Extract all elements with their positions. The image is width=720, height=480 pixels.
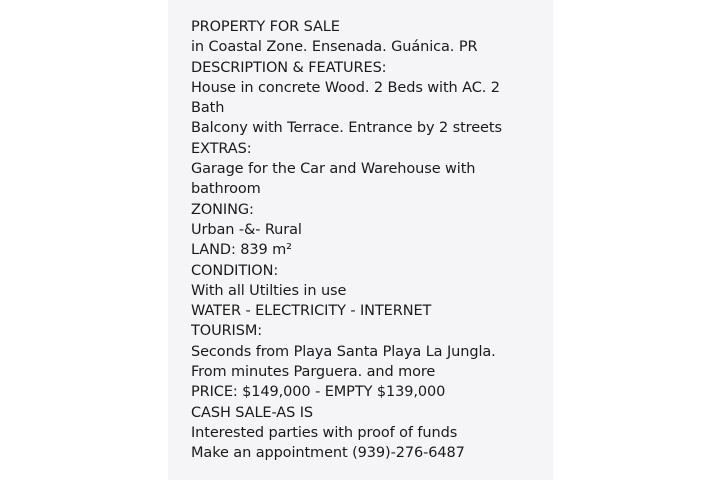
price-text: PRICE: $149,000 - EMPTY $139,000 bbox=[191, 384, 446, 401]
extras-text: bathroom bbox=[191, 181, 261, 198]
description-heading: DESCRIPTION & FEATURES: bbox=[191, 59, 387, 76]
tourism-text: Seconds from Playa Santa Playa La Jungla. bbox=[191, 343, 496, 360]
extras-text: Garage for the Car and Warehouse with bbox=[191, 161, 476, 178]
condition-heading: CONDITION: bbox=[191, 262, 279, 279]
description-text: Balcony with Terrace. Entrance by 2 streets bbox=[191, 120, 502, 137]
proof-of-funds-text: Interested parties with proof of funds bbox=[191, 424, 458, 441]
listing-heading: PROPERTY FOR SALE bbox=[191, 19, 340, 35]
extras-heading: EXTRAS: bbox=[191, 140, 252, 157]
land-text: LAND: 839 m² bbox=[191, 242, 292, 259]
description-text: Bath bbox=[191, 100, 225, 117]
zoning-text: Urban -&- Rural bbox=[191, 221, 302, 238]
listing-card bbox=[168, 0, 553, 480]
sale-terms-text: CASH SALE-AS IS bbox=[191, 404, 314, 421]
tourism-text: From minutes Parguera. and more bbox=[191, 364, 436, 381]
utilities-text: WATER - ELECTRICITY - INTERNET bbox=[191, 303, 432, 320]
contact-phone-text: Make an appointment (939)-276-6487 bbox=[191, 445, 465, 462]
condition-text: With all Utilties in use bbox=[191, 282, 347, 299]
description-text: House in concrete Wood. 2 Beds with AC. 2 bbox=[191, 79, 500, 96]
location-text: in Coastal Zone. Ensenada. Guánica. PR bbox=[191, 39, 478, 56]
zoning-heading: ZONING: bbox=[191, 201, 254, 218]
tourism-heading: TOURISM: bbox=[191, 323, 263, 340]
